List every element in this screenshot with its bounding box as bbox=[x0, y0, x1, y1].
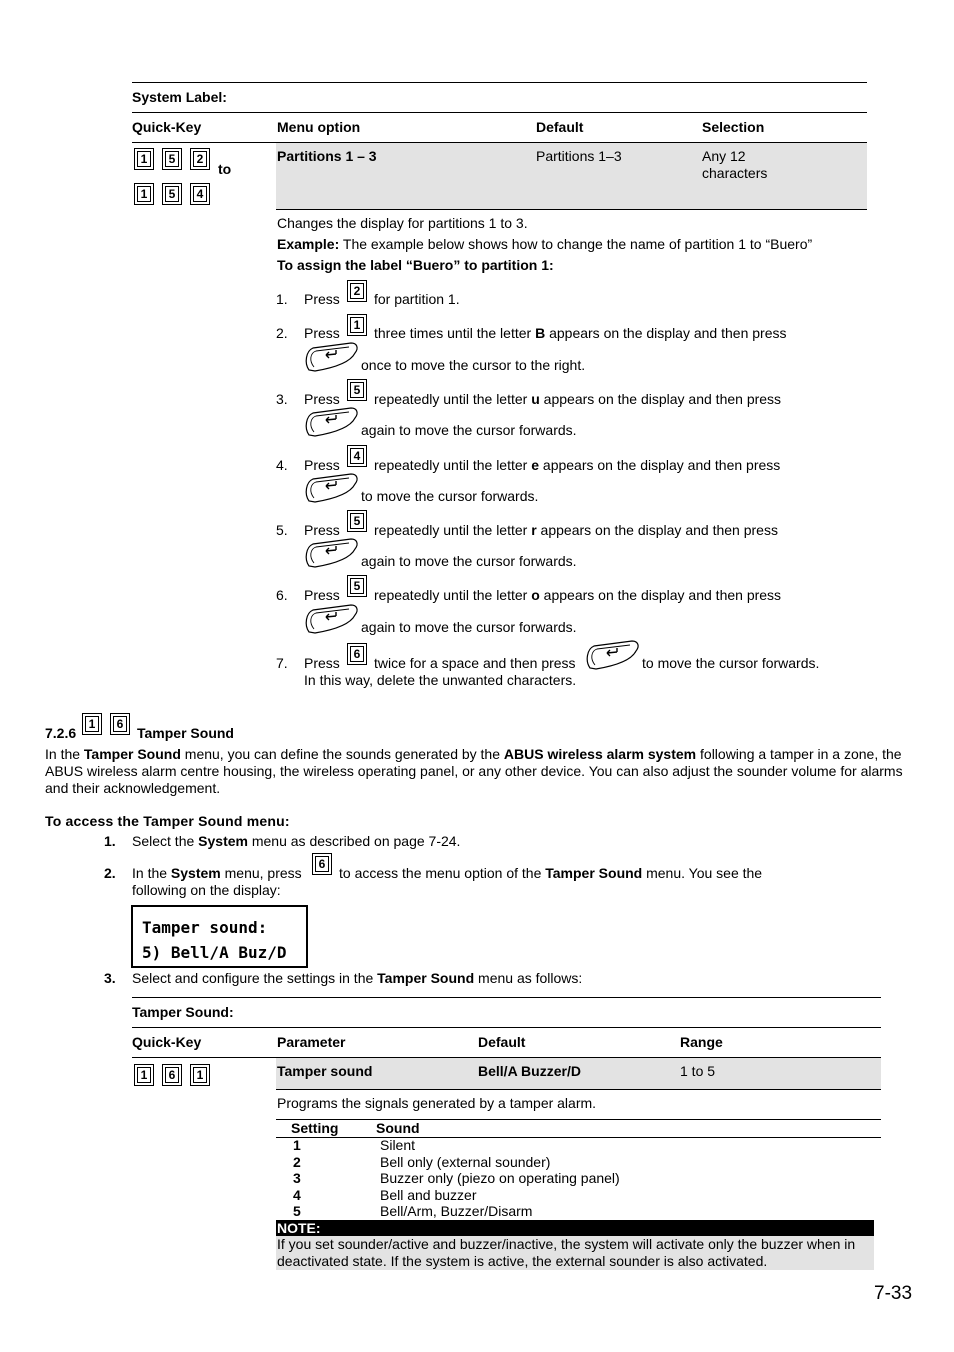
description-text: Changes the display for partitions 1 to 3. bbox=[277, 215, 528, 231]
selection-cell-line1: Any 12 bbox=[702, 148, 746, 164]
enter-key-icon bbox=[584, 639, 640, 671]
step-text: repeatedly until the letter u appears on the display and then press bbox=[374, 391, 782, 407]
step-number: 5. bbox=[276, 522, 288, 538]
note-label: NOTE: bbox=[276, 1220, 874, 1236]
setting-value: 5 bbox=[293, 1203, 301, 1219]
key-5: 5 bbox=[162, 183, 182, 205]
key-1: 1 bbox=[347, 314, 367, 336]
key-5: 5 bbox=[347, 575, 367, 597]
setting-value: 2 bbox=[293, 1154, 301, 1170]
step-press: Press bbox=[304, 457, 340, 473]
lcd-display bbox=[131, 905, 308, 968]
section-intro: In the Tamper Sound menu, you can define the sounds generated by the ABUS wireless alarm system following a tamper in a zone, the ABUS wireless alarm centre housing, the wireless operating panel, or any other device. You can also adjust the sounder volume for alarms and their acknowledgement. bbox=[45, 746, 903, 796]
key-1: 1 bbox=[190, 1064, 210, 1086]
step-after-text: to move the cursor forwards. bbox=[361, 488, 539, 504]
key-5: 5 bbox=[347, 379, 367, 401]
step-number: 2. bbox=[276, 325, 288, 341]
step-after-text: once to move the cursor to the right. bbox=[361, 357, 586, 373]
step-number: 1. bbox=[104, 833, 116, 849]
step-press: Press bbox=[304, 291, 340, 307]
table-rule bbox=[132, 1027, 881, 1028]
access-step-2-line2: following on the display: bbox=[132, 882, 281, 898]
access-step-1: Select the System menu as described on page 7-24. bbox=[132, 833, 461, 849]
step-number: 7. bbox=[276, 655, 288, 671]
key-1: 1 bbox=[134, 148, 154, 170]
column-header-default: Default bbox=[478, 1034, 526, 1050]
section-title: Tamper Sound bbox=[137, 725, 234, 741]
column-header-default: Default bbox=[536, 119, 584, 135]
enter-key-icon bbox=[303, 341, 359, 373]
step-number: 4. bbox=[276, 457, 288, 473]
selection-cell-line2: characters bbox=[702, 165, 768, 181]
example-paragraph bbox=[277, 236, 812, 252]
column-header-selection: Selection bbox=[702, 119, 765, 135]
step-text: repeatedly until the letter e appears on the display and then press bbox=[374, 457, 781, 473]
key-6: 6 bbox=[162, 1064, 182, 1086]
example-text: The example below shows how to change the name of partition 1 to “Buero” bbox=[339, 236, 813, 252]
table-rule bbox=[276, 1119, 881, 1120]
key-1: 1 bbox=[134, 1064, 154, 1086]
key-6: 6 bbox=[312, 853, 332, 875]
table-rule bbox=[276, 1089, 881, 1090]
setting-value: 3 bbox=[293, 1170, 301, 1186]
column-header-range: Range bbox=[680, 1034, 723, 1050]
lcd-line-2: 5) Bell/A Buz/D bbox=[142, 943, 287, 962]
page-number: 7-33 bbox=[874, 1283, 913, 1304]
step-press: Press bbox=[304, 522, 340, 538]
key-2: 2 bbox=[347, 280, 367, 302]
key-1: 1 bbox=[82, 713, 102, 735]
menu-option-cell: Partitions 1 – 3 bbox=[277, 148, 377, 164]
sub-header-setting: Setting bbox=[291, 1120, 339, 1136]
column-header-quick-key: Quick-Key bbox=[132, 1034, 202, 1050]
range-cell: 1 to 5 bbox=[680, 1063, 716, 1079]
table-rule bbox=[132, 82, 867, 83]
step-number: 1. bbox=[276, 291, 288, 307]
step-text: twice for a space and then press bbox=[374, 655, 576, 671]
assign-heading: To assign the label “Buero” to partition 1: bbox=[277, 257, 554, 273]
range-to-label: to bbox=[218, 161, 232, 177]
step-press: Press bbox=[304, 587, 340, 603]
step-after-text: again to move the cursor forwards. bbox=[361, 619, 577, 635]
step-second-line: In this way, delete the unwanted characters. bbox=[304, 672, 577, 688]
parameter-cell: Tamper sound bbox=[277, 1063, 373, 1079]
enter-key-icon bbox=[303, 537, 359, 569]
step-text: repeatedly until the letter o appears on the display and then press bbox=[374, 587, 782, 603]
step-press: Press bbox=[304, 391, 340, 407]
parameter-description: Programs the signals generated by a tamper alarm. bbox=[277, 1095, 597, 1111]
access-step-2: In the System menu, press bbox=[132, 865, 302, 881]
table-rule bbox=[132, 112, 867, 113]
note-text: If you set sounder/active and buzzer/inactive, the system will activate only the buzzer when in deactivated state. If the system is active, the external sounder is also activated. bbox=[276, 1236, 874, 1270]
lcd-line-1: Tamper sound: bbox=[142, 918, 268, 937]
sound-value: Bell/Arm, Buzzer/Disarm bbox=[380, 1203, 533, 1219]
key-5: 5 bbox=[162, 148, 182, 170]
enter-key-icon bbox=[303, 406, 359, 438]
key-2: 2 bbox=[190, 148, 210, 170]
table-rule bbox=[276, 209, 867, 210]
step-after-text: again to move the cursor forwards. bbox=[361, 553, 577, 569]
step-after-text: to move the cursor forwards. bbox=[642, 655, 820, 671]
step-text: three times until the letter B appears on the display and then press bbox=[374, 325, 787, 341]
column-header-parameter: Parameter bbox=[277, 1034, 346, 1050]
setting-value: 4 bbox=[293, 1187, 301, 1203]
step-after-text: again to move the cursor forwards. bbox=[361, 422, 577, 438]
key-5: 5 bbox=[347, 510, 367, 532]
key-4: 4 bbox=[190, 183, 210, 205]
access-step-2-cont: to access the menu option of the Tamper Sound menu. You see the bbox=[339, 865, 763, 881]
key-4: 4 bbox=[347, 445, 367, 467]
enter-key-icon bbox=[303, 603, 359, 635]
step-number: 3. bbox=[276, 391, 288, 407]
sound-value: Bell only (external sounder) bbox=[380, 1154, 551, 1170]
step-press: Press bbox=[304, 655, 340, 671]
sound-value: Buzzer only (piezo on operating panel) bbox=[380, 1170, 620, 1186]
key-1: 1 bbox=[134, 183, 154, 205]
column-header-quick-key: Quick-Key bbox=[132, 119, 202, 135]
step-number: 3. bbox=[104, 970, 116, 986]
table-rule bbox=[132, 997, 881, 998]
sub-header-sound: Sound bbox=[376, 1120, 420, 1136]
sound-value: Bell and buzzer bbox=[380, 1187, 477, 1203]
key-6: 6 bbox=[347, 643, 367, 665]
setting-value: 1 bbox=[293, 1137, 301, 1153]
table-caption: Tamper Sound: bbox=[132, 1004, 234, 1020]
sound-value: Silent bbox=[380, 1137, 416, 1153]
default-cell: Partitions 1–3 bbox=[536, 148, 622, 164]
step-text: repeatedly until the letter r appears on the display and then press bbox=[374, 522, 778, 538]
access-heading: To access the Tamper Sound menu: bbox=[45, 813, 290, 829]
example-label: Example: bbox=[277, 236, 340, 252]
default-cell: Bell/A Buzzer/D bbox=[478, 1063, 581, 1079]
step-press: Press bbox=[304, 325, 340, 341]
table-caption: System Label: bbox=[132, 89, 227, 105]
section-number: 7.2.6 bbox=[45, 725, 77, 741]
step-text: for partition 1. bbox=[374, 291, 460, 307]
column-header-menu-option: Menu option bbox=[277, 119, 361, 135]
key-6: 6 bbox=[110, 713, 130, 735]
access-step-3: Select and configure the settings in the Tamper Sound menu as follows: bbox=[132, 970, 583, 986]
step-number: 2. bbox=[104, 865, 116, 881]
step-number: 6. bbox=[276, 587, 288, 603]
table-rule bbox=[276, 1137, 881, 1138]
enter-key-icon bbox=[303, 472, 359, 504]
